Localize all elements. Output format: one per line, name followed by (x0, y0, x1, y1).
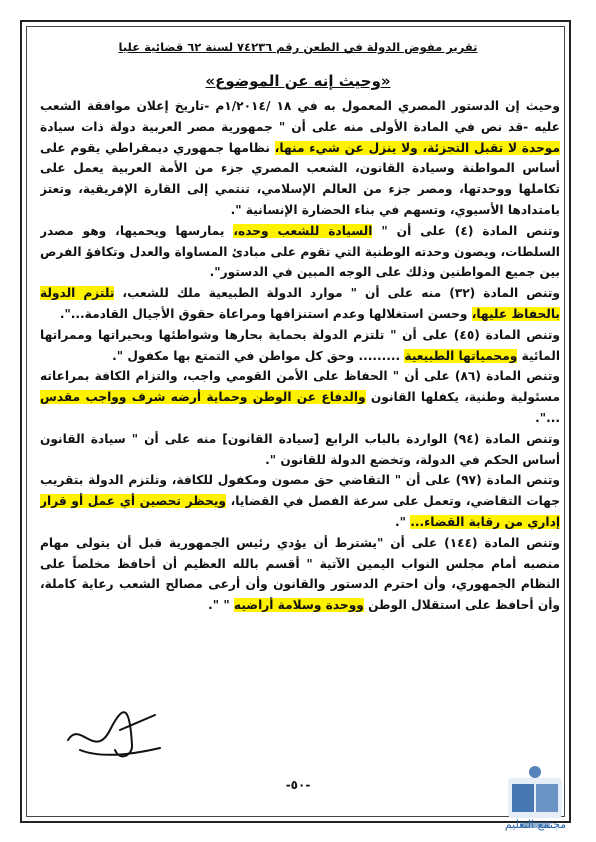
paragraph-text: وحيث إن الدستور المصري المعمول به في ١٨ /١/٢٠١٤م -تاريخ إعلان موافقة الشعب عليه -قد نص في المادة الأولى منه على أن " جمهورية مصر العربية دولة ذات سيادة (40, 99, 560, 134)
paragraph-text: وتنص المادة (١٤٤) على أن "يشترط أن يؤدي رئيس الجمهورية قبل أن يتولى مهام منصبه أمام مجلس النواب اليمين الآتية " أقسم بالله العظيم أن أحافظ مخلصاً على النظام الجمهوري، وأن احترم الدستور والقانون وأن أرعى مصالح الشعب رعاية كاملة، وأن أحافظ على استقلال الوطن (40, 535, 560, 613)
paragraph-text: وحسن استغلالها وعدم استنزافها ومراعاة حقوق الأجيال القادمة...". (59, 306, 472, 321)
highlighted-text: تلتزم الدولة بالحفاظ عليها، (40, 286, 560, 321)
paragraph-text: يمارسها ويحميها، وهو مصدر السلطات، ويصون وحدته الوطنية التي تقوم على مبادئ المساواة والعدل وتكافؤ الفرص بين جميع المواطنين وذلك على الوجه المبين في الدستور". (40, 223, 560, 280)
article-paragraph (40, 470, 560, 532)
highlighted-text: ومحمياتها الطبيعية (404, 348, 518, 363)
report-header: تقرير مفوض الدولة في الطعن رقم ٧٤٢٣٦ لسنة ٦٢ قضائية عليا (118, 40, 478, 54)
handwritten-signature (60, 700, 170, 770)
paragraph-text: نظامها جمهوري ديمقراطي يقوم على أساس المواطنة وسيادة القانون، الشعب المصري جزء من الأمة العربية يعمل على تكاملها ووحدتها، ومصر جزء من العالم الإسلامي، تنتمي إلى القارة الإفريقية، وتعتز بامتدادها الأسيوي، وتسهم في بناء الحضارة الإنسانية ". (40, 140, 560, 217)
paragraph-text: وتنص المادة (٩٧) على أن " التقاضي حق مصون ومكفول للكافة، وتلتزم الدولة بتقريب جهات التقاضي، وتعمل على سرعة الفصل في القضايا، (40, 473, 560, 509)
watermark-text: مجتمع التعليم (504, 818, 567, 831)
article-paragraph (40, 366, 560, 428)
paragraph-text: ......... وحق كل مواطن في التمتع بها مكفول ". (112, 348, 405, 363)
document-body (40, 96, 560, 756)
paragraph-text: ". (394, 514, 411, 529)
article-paragraph (40, 325, 560, 367)
paragraph-text: " ". (208, 598, 234, 613)
paragraph-text: وتنص المادة (٤٥) على أن " تلتزم الدولة بحماية بحارها وشواطئها وبحيراتها وممراتها المائية (40, 327, 560, 363)
section-heading: «وحيث إنه عن الموضوع» (205, 72, 391, 90)
paragraph-text: وتنص المادة (٩٤) الواردة بالباب الرابع [سيادة القانون] منه على أن " سيادة القانون أساس الحكم في الدولة، وتخضع الدولة للقانون ". (40, 431, 560, 467)
paragraph-text: ...". (535, 410, 560, 425)
article-paragraph (40, 283, 560, 325)
paragraph-text: وتنص المادة (٨٦) على أن " الحفاظ على الأمن القومي واجب، والتزام الكافة بمراعاته مسئولية وطنية، يكفلها القانون (40, 369, 560, 405)
highlighted-text: ويحظر تحصين أي عمل أو قرار إداري من رقابة القضاء... (40, 494, 560, 529)
highlighted-text: ووحدة وسلامة أراضيه (233, 598, 364, 613)
paragraph-text: وتنص المادة (٤) على أن " (372, 223, 560, 238)
article-paragraph (40, 429, 560, 471)
paragraph-text: وتنص المادة (٣٢) منه على أن " موارد الدولة الطبيعية ملك للشعب، (114, 286, 560, 301)
highlighted-text: والدفاع عن الوطن وحماية أرضه شرف وواجب مقدس (40, 390, 366, 405)
article-paragraph (40, 221, 560, 283)
article-paragraph (40, 533, 560, 616)
highlighted-text: السيادة للشعب وحده، (233, 223, 373, 238)
highlighted-text: موحدة لا تقبل التجزئة، ولا ينزل عن شيء منها، (274, 140, 560, 155)
page-number: -٥٠- (285, 778, 311, 792)
article-paragraph (40, 96, 560, 221)
